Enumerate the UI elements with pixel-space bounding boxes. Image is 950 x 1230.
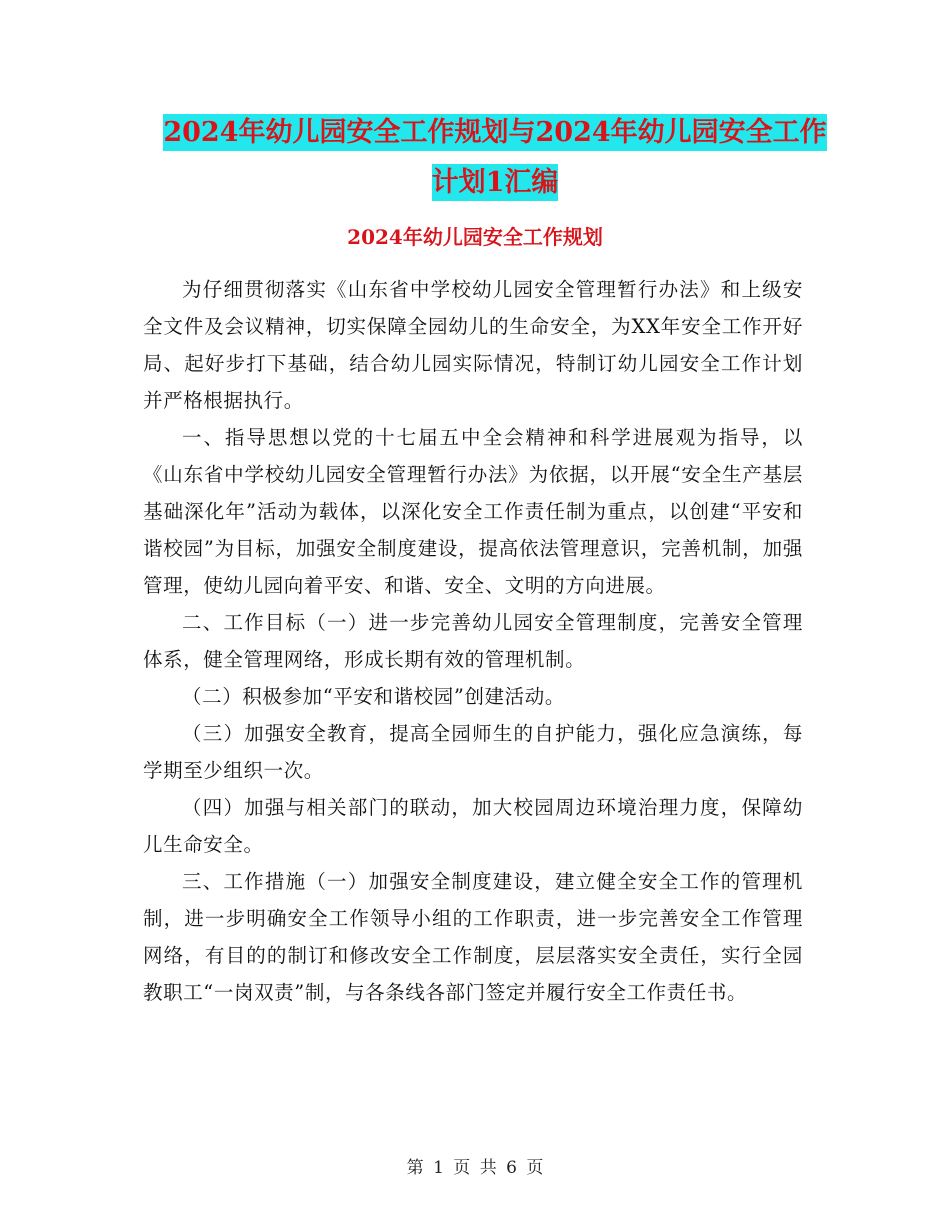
title-line-2: 计划1汇编 — [432, 164, 559, 201]
document-body — [143, 271, 803, 1011]
paragraph: 二、工作目标（一）进一步完善幼儿园安全管理制度，完善安全管理体系，健全管理网络，形成长期有效的管理机制。 — [143, 611, 803, 671]
paragraph: （三）加强安全教育，提高全园师生的自护能力，强化应急演练，每学期至少组织一次。 — [143, 722, 803, 782]
document-title — [150, 108, 840, 208]
paragraph: （二）积极参加“平安和谐校园”创建活动。 — [182, 685, 565, 708]
title-line-1: 2024年幼儿园安全工作规划与2024年幼儿园安全工作 — [163, 114, 826, 151]
section-title: 2024年幼儿园安全工作规划 — [347, 225, 603, 249]
paragraph: 为仔细贯彻落实《山东省中学校幼儿园安全管理暂行办法》和上级安全文件及会议精神，切实保障全园幼儿的生命安全，为XX年安全工作开好局、起好步打下基础，结合幼儿园实际情况，特制订幼儿园安全工作计划并严格根据执行。 — [143, 278, 803, 412]
page-footer: 第 1 页 共 6 页 — [406, 1158, 544, 1178]
paragraph: （四）加强与相关部门的联动，加大校园周边环境治理力度，保障幼儿生命安全。 — [143, 796, 803, 856]
paragraph: 三、工作措施（一）加强安全制度建设，建立健全安全工作的管理机制，进一步明确安全工作领导小组的工作职责，进一步完善安全工作管理网络，有目的的制订和修改安全工作制度，层层落实安全责任，实行全园教职工“一岗双责”制，与各条线各部门签定并履行安全工作责任书。 — [143, 870, 803, 1004]
paragraph: 一、指导思想以党的十七届五中全会精神和科学进展观为指导，以《山东省中学校幼儿园安全管理暂行办法》为依据，以开展“安全生产基层基础深化年”活动为载体，以深化安全工作责任制为重点，以创建“平安和谐校园”为目标，加强安全制度建设，提高依法管理意识，完善机制，加强管理，使幼儿园向着平安、和谐、安全、文明的方向进展。 — [143, 426, 803, 597]
